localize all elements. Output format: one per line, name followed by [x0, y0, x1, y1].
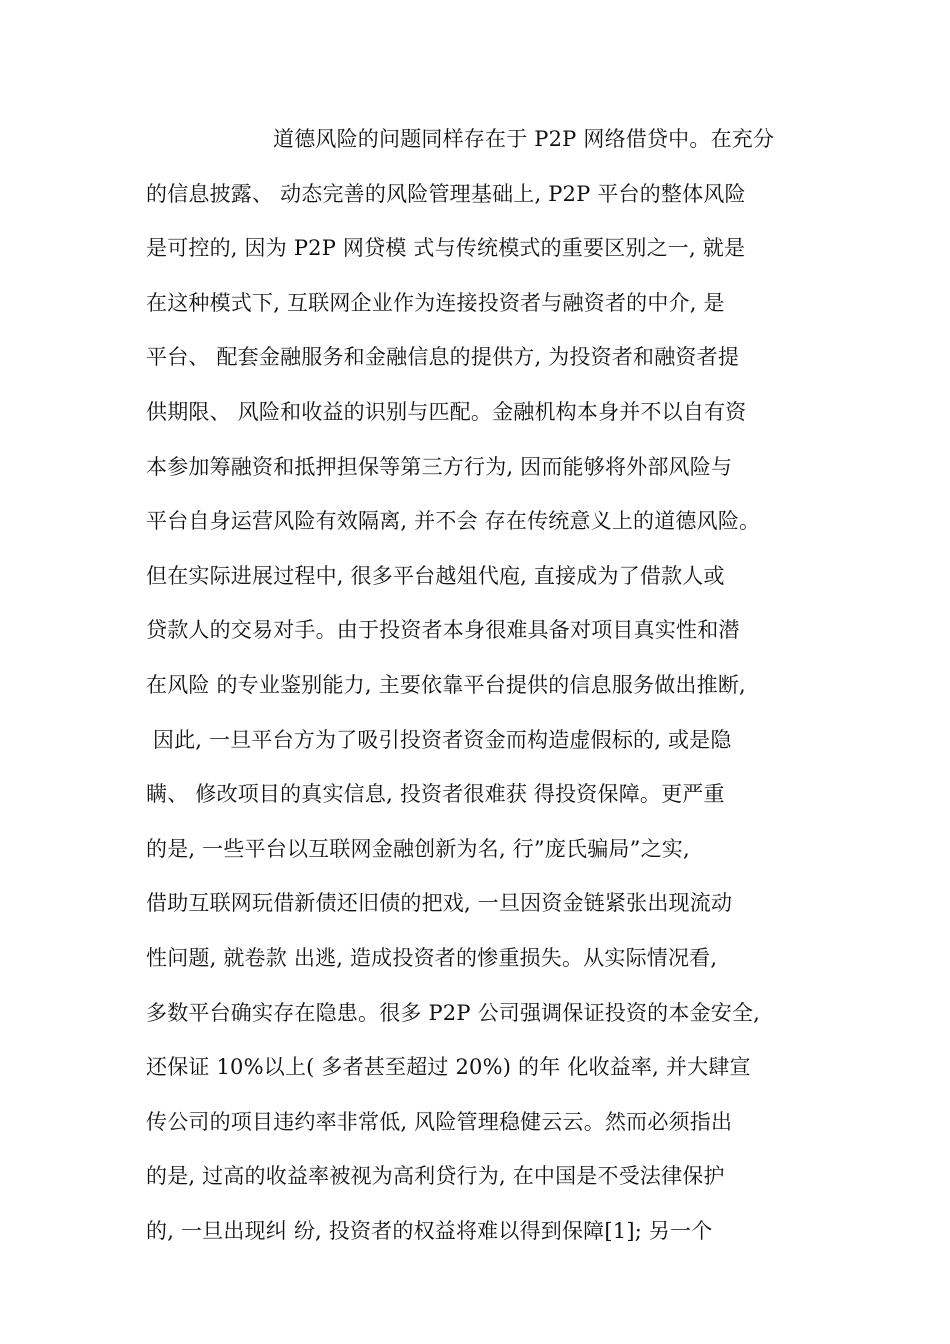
text-line: 传公司的项目违约率非常低, 风险管理稳健云云。然而必须指出 — [146, 1109, 733, 1134]
text-line: 因此, 一旦平台方为了吸引投资者资金而构造虚假标的, 或是隐 — [146, 727, 732, 752]
text-line: 平台自身运营风险有效隔离, 并不会 存在传统意义上的道德风险。 — [146, 509, 761, 534]
text-line: 还保证 10%以上( 多者甚至超过 20%) 的年 化收益率, 并大肆宣 — [146, 1055, 751, 1080]
text-line: 借助互联网玩借新债还旧债的把戏, 一旦因资金链紧张出现流动 — [146, 891, 733, 916]
text-line: 在风险 的专业鉴别能力, 主要依靠平台提供的信息服务做出推断, — [146, 672, 746, 697]
text-line: 的是, 一些平台以互联网金融创新为名, 行”庞氏骗局”之实, — [146, 836, 690, 861]
text-line: 的是, 过高的收益率被视为高利贷行为, 在中国是不受法律保护 — [146, 1164, 725, 1189]
text-line: 性问题, 就卷款 出逃, 造成投资者的惨重损失。从实际情况看, — [146, 945, 718, 970]
text-line: 供期限、 风险和收益的识别与匹配。金融机构本身并不以自有资 — [146, 399, 747, 424]
text-line: 道德风险的问题同样存在于 P2P 网络借贷中。在充分 — [273, 127, 775, 151]
text-line: 本参加筹融资和抵押担保等第三方行为, 因而能够将外部风险与 — [146, 454, 733, 479]
text-line: 瞒、 修改项目的真实信息, 投资者很难获 得投资保障。更严重 — [146, 782, 725, 807]
text-line: 的信息披露、 动态完善的风险管理基础上, P2P 平台的整体风险 — [146, 181, 746, 206]
text-line: 但在实际进展过程中, 很多平台越俎代庖, 直接成为了借款人或 — [146, 563, 725, 588]
body-paragraph — [146, 120, 846, 1266]
text-line: 的, 一旦出现纠 纷, 投资者的权益将难以得到保障[1]; 另一个 — [146, 1218, 713, 1243]
text-line: 贷款人的交易对手。由于投资者本身很难具备对项目真实性和潜 — [146, 618, 740, 643]
text-line: 多数平台确实存在隐患。很多 P2P 公司强调保证投资的本金安全, — [146, 1000, 761, 1025]
text-line: 在这种模式下, 互联网企业作为连接投资者与融资者的中介, 是 — [146, 290, 725, 315]
text-line: 平台、 配套金融服务和金融信息的提供方, 为投资者和融资者提 — [146, 345, 740, 370]
text-line: 是可控的, 因为 P2P 网贷模 式与传统模式的重要区别之一, 就是 — [146, 236, 746, 261]
